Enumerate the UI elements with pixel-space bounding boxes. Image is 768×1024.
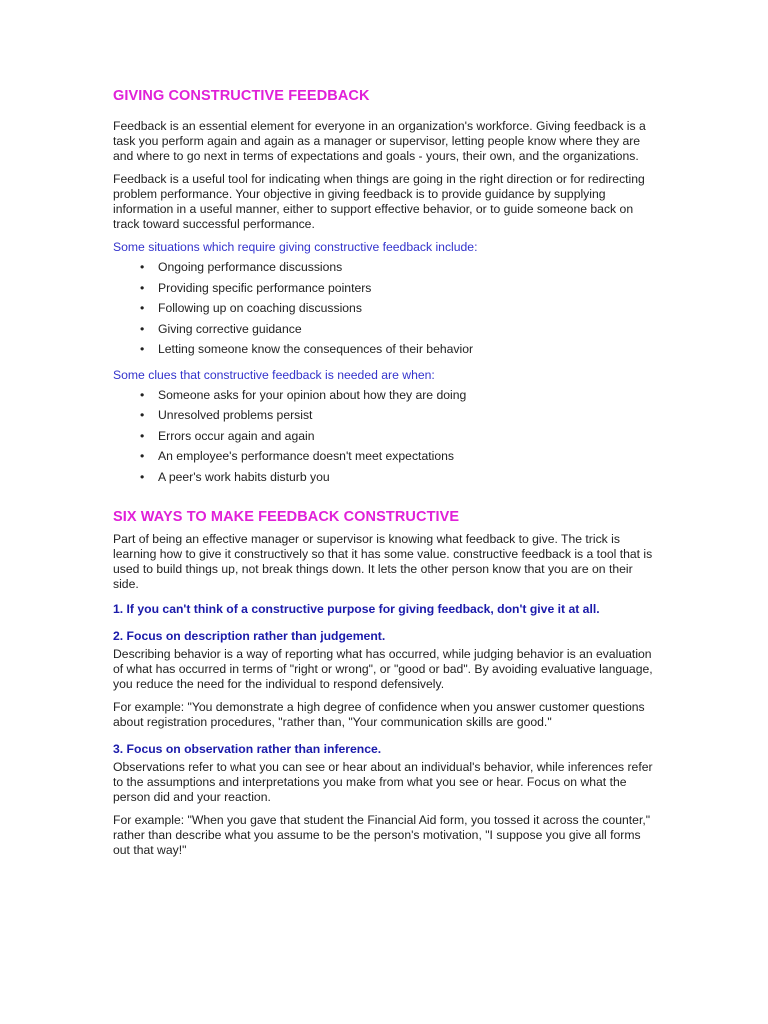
document-page — [113, 88, 658, 866]
list-item: • Someone asks for your opinion about how they are doing — [113, 385, 658, 406]
list-item: • Giving corrective guidance — [113, 319, 658, 340]
list-item: • An employee's performance doesn't meet expectations — [113, 446, 658, 467]
step-2-example: For example: "You demonstrate a high degree of confidence when you answer customer questions about registration procedures, "rather than, "Your communication skills are good." — [113, 700, 645, 729]
step-3-title: 3. Focus on observation rather than inference. — [113, 742, 382, 756]
bullet-icon: • — [140, 260, 145, 274]
intro-paragraph-1: Feedback is an essential element for everyone in an organization's workforce. Giving feedback is a task you perform again and again as a manager or supervisor, letting people know where they are and where to go next in terms of expectations and goals - yours, their own, and the organizations. — [113, 119, 646, 163]
main-heading: GIVING CONSTRUCTIVE FEEDBACK — [113, 88, 370, 104]
bullet-icon: • — [140, 387, 145, 402]
list-item: • Providing specific performance pointers — [113, 278, 658, 299]
list-item: • Errors occur again and again — [113, 426, 658, 447]
intro-paragraph-2: Feedback is a useful tool for indicating when things are going in the right direction or for redirecting problem performance. Your objective in giving feedback is to provide guidance by supplying information in a useful manner, either to support effective behavior, or to guide someone back on track toward successful performance. — [113, 172, 645, 231]
list-item: • Following up on coaching discussions — [113, 298, 658, 319]
bullet-icon: • — [140, 301, 145, 315]
step-3-body: Observations refer to what you can see or hear about an individual's behavior, while inferences refer to the assumptions and interpretations you make from what you see or hear. Focus on what the person did and your reaction. — [113, 760, 653, 804]
list-item: • A peer's work habits disturb you — [113, 467, 658, 488]
bullet-icon: • — [140, 449, 145, 463]
six-ways-intro: Part of being an effective manager or supervisor is knowing what feedback to give. The trick is learning how to give it constructively so that it has some value. constructive feedback is a tool that is used to build things up, not break things down. It lets the other person know that you are on their side. — [113, 532, 653, 591]
bullet-icon: • — [140, 408, 145, 422]
bullet-icon: • — [140, 342, 145, 356]
step-3-example: For example: "When you gave that student the Financial Aid form, you tossed it across the counter," rather than describe what you assume to be the person's motivation, "I suppose you give all forms out that way!" — [113, 813, 651, 857]
six-ways-heading: SIX WAYS TO MAKE FEEDBACK CONSTRUCTIVE — [113, 509, 460, 525]
bullet-icon: • — [140, 321, 145, 336]
list-item: • Ongoing performance discussions — [113, 257, 658, 278]
step-2-body: Describing behavior is a way of reporting what has occurred, while judging behavior is an evaluation of what has occurred in terms of "right or wrong", or "good or bad". By avoiding evaluative language, you reduce the need for the individual to respond defensively. — [113, 647, 653, 691]
bullet-icon: • — [140, 428, 145, 443]
step-2-title: 2. Focus on description rather than judgement. — [113, 629, 386, 643]
step-1-title: 1. If you can't think of a constructive purpose for giving feedback, don't give it at all. — [113, 602, 600, 616]
clues-list — [113, 385, 658, 488]
bullet-icon: • — [140, 469, 145, 484]
situations-intro: Some situations which require giving constructive feedback include: — [113, 240, 478, 254]
list-item: • Letting someone know the consequences of their behavior — [113, 339, 658, 360]
bullet-icon: • — [140, 280, 145, 295]
clues-intro: Some clues that constructive feedback is needed are when: — [113, 367, 435, 382]
situations-list — [113, 257, 658, 360]
list-item: • Unresolved problems persist — [113, 405, 658, 426]
